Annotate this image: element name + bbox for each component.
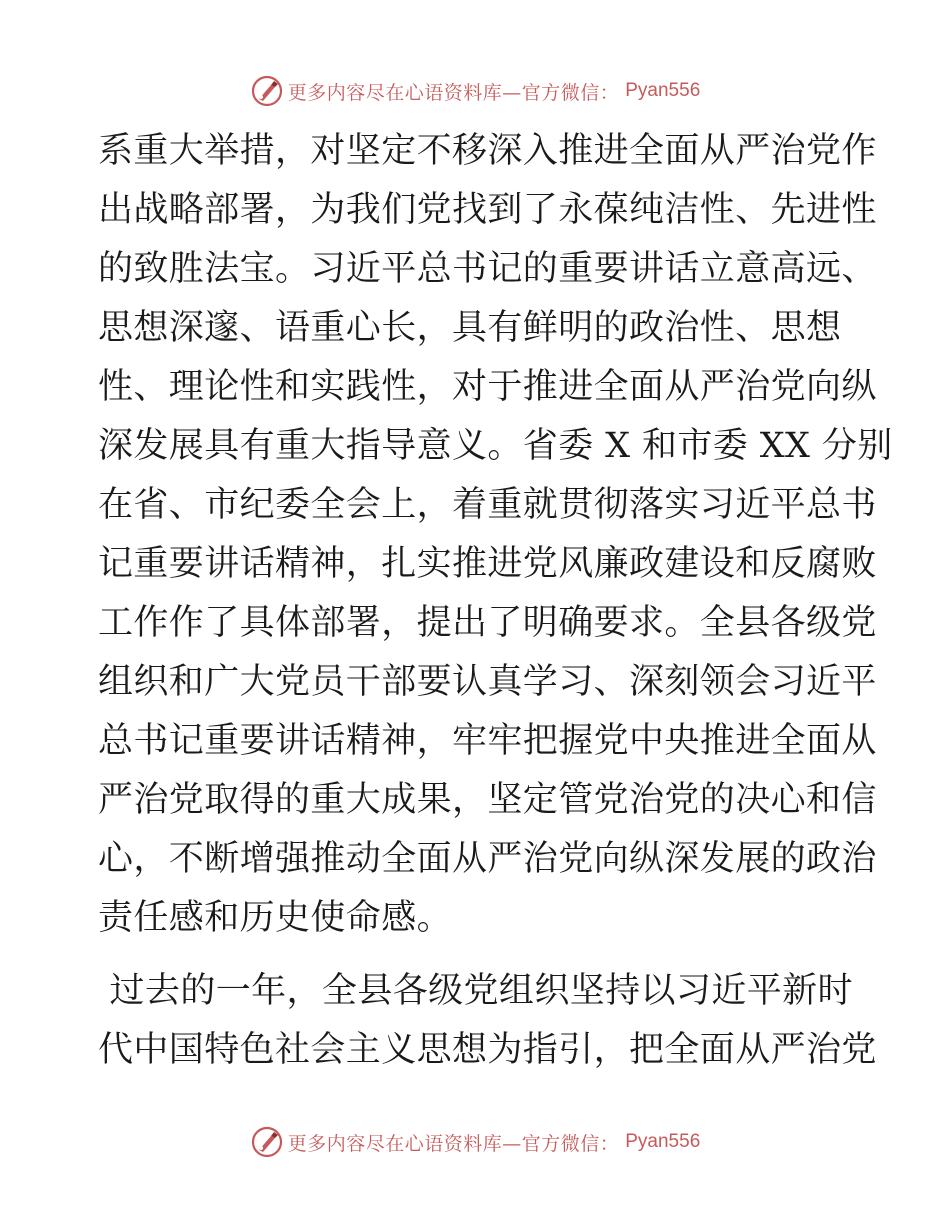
text-line: 性、理论性和实践性，对于推进全面从严治党向纵 (98, 367, 877, 407)
footer-watermark (0, 1122, 950, 1162)
text-line: 工作作了具体部署，提出了明确要求。全县各级党 (98, 603, 877, 643)
paragraph (98, 122, 893, 948)
watermark-wechat-id: Pyan556 (625, 80, 701, 101)
pen-nib-logo-icon (250, 1125, 284, 1159)
text-line: 心，不断增强推动全面从严治党向纵深发展的政治 (98, 839, 877, 879)
watermark-wechat-id: Pyan556 (625, 1131, 701, 1152)
text-line: 责任感和历史使命感。 (98, 898, 453, 938)
paragraph (98, 962, 877, 1080)
text-line: 在省、市纪委全会上，着重就贯彻落实习近平总书 (98, 485, 877, 525)
document-body (98, 122, 893, 1080)
paragraph-spacer (98, 948, 858, 962)
text-line: 系重大举措，对坚定不移深入推进全面从严治党作 (98, 131, 877, 171)
watermark-text: 更多内容尽在心语资料库—官方微信： (287, 81, 620, 104)
watermark-text: 更多内容尽在心语资料库—官方微信： (287, 1132, 620, 1155)
text-line: 出战略部署，为我们党找到了永葆纯洁性、先进性 (98, 190, 877, 230)
text-line: 严治党取得的重大成果，坚定管党治党的决心和信 (98, 780, 877, 820)
text-line: 过去的一年，全县各级党组织坚持以习近平新时 (98, 971, 853, 1011)
pen-nib-logo-icon (250, 74, 284, 108)
text-line: 的致胜法宝。习近平总书记的重要讲话立意高远、 (98, 249, 877, 289)
text-line: 总书记重要讲话精神，牢牢把握党中央推进全面从 (98, 721, 877, 761)
text-line: 组织和广大党员干部要认真学习、深刻领会习近平 (98, 662, 877, 702)
text-line: 思想深邃、语重心长，具有鲜明的政治性、思想 (98, 308, 842, 348)
text-line: 记重要讲话精神，扎实推进党风廉政建设和反腐败 (98, 544, 877, 584)
text-line: 代中国特色社会主义思想为指引，把全面从严治党 (98, 1030, 877, 1070)
header-watermark (0, 71, 950, 111)
text-line: 深发展具有重大指导意义。省委 X 和市委 XX 分别 (98, 426, 893, 466)
